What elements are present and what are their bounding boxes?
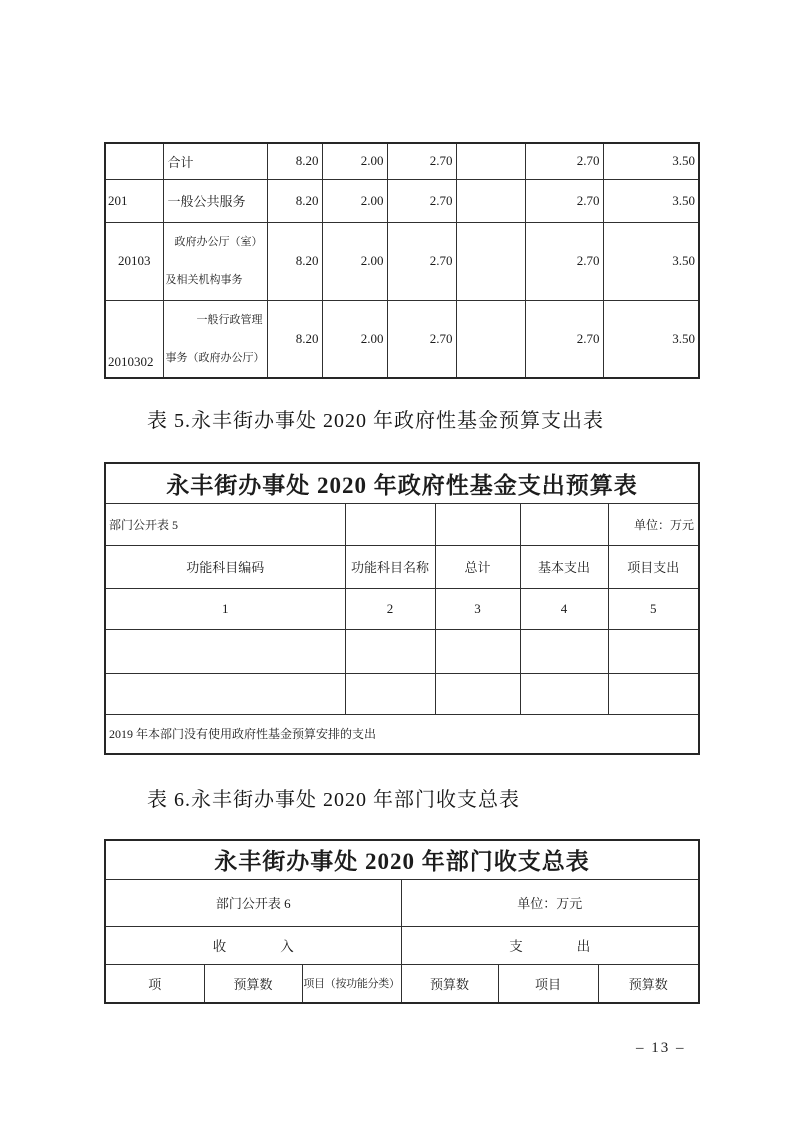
table-row — [105, 673, 699, 714]
value-cell: 2.70 — [525, 179, 603, 222]
column-index-cell: 4 — [520, 588, 608, 629]
meta-left: 部门公开表 5 — [105, 503, 345, 545]
table-row — [105, 222, 699, 300]
name-cell: 合计 — [163, 143, 267, 179]
header-cell: 功能科目名称 — [345, 545, 435, 588]
meta-left: 部门公开表 6 — [105, 879, 401, 926]
header-cell: 项目（按功能分类） — [302, 964, 401, 1003]
header-cell: 基本支出 — [520, 545, 608, 588]
table-row — [105, 926, 699, 964]
column-index-cell: 1 — [105, 588, 345, 629]
value-cell: 8.20 — [267, 222, 322, 300]
empty-cell — [456, 300, 525, 378]
header-cell: 功能科目编码 — [105, 545, 345, 588]
column-index-cell: 2 — [345, 588, 435, 629]
empty-cell — [345, 673, 435, 714]
name-line: 政府办公厅（室） — [174, 236, 263, 248]
table-row — [105, 714, 699, 754]
value-cell: 2.70 — [525, 143, 603, 179]
column-index-cell: 3 — [435, 588, 520, 629]
header-cell: 项目 — [498, 964, 598, 1003]
unit-label: 单位：万元 — [401, 879, 699, 926]
table-row — [105, 588, 699, 629]
header-cell: 项目支出 — [608, 545, 699, 588]
empty-cell — [105, 629, 345, 673]
income-group-header: 收 入 — [105, 926, 401, 964]
code-cell: 20103 — [105, 222, 163, 300]
empty-cell — [456, 143, 525, 179]
table5-caption: 表 5.永丰街办事处 2020 年政府性基金预算支出表 — [147, 410, 604, 432]
table-row — [105, 629, 699, 673]
value-cell: 2.00 — [322, 143, 387, 179]
name-line: 事务（政府办公厅） — [165, 351, 265, 364]
header-cell: 预算数 — [401, 964, 498, 1003]
value-cell: 8.20 — [267, 143, 322, 179]
empty-cell — [435, 673, 520, 714]
name-cell — [163, 300, 267, 378]
empty-cell — [520, 503, 608, 545]
table-row — [105, 964, 699, 1003]
header-cell: 预算数 — [204, 964, 302, 1003]
table-row — [105, 879, 699, 926]
header-cell: 总计 — [435, 545, 520, 588]
value-cell: 2.70 — [525, 222, 603, 300]
value-cell: 3.50 — [603, 300, 699, 378]
value-cell: 2.70 — [525, 300, 603, 378]
name-cell: 一般公共服务 — [163, 179, 267, 222]
empty-cell — [435, 503, 520, 545]
code-cell: 2010302 — [105, 300, 163, 378]
expense-group-header: 支 出 — [401, 926, 699, 964]
empty-cell — [435, 629, 520, 673]
empty-cell — [345, 503, 435, 545]
name-line: 及相关机构事务 — [165, 274, 243, 286]
empty-cell — [608, 629, 699, 673]
empty-cell — [520, 629, 608, 673]
empty-cell — [105, 673, 345, 714]
header-cell: 项 — [105, 964, 204, 1003]
table-row — [105, 463, 699, 503]
table-row — [105, 545, 699, 588]
fund-expense-table — [104, 462, 700, 755]
empty-cell — [345, 629, 435, 673]
value-cell: 3.50 — [603, 143, 699, 179]
name-cell — [163, 222, 267, 300]
table-title: 永丰街办事处 2020 年部门收支总表 — [105, 840, 699, 879]
empty-cell — [520, 673, 608, 714]
income-expense-table — [104, 839, 700, 1004]
value-cell: 2.70 — [387, 179, 456, 222]
budget-table-continued — [104, 142, 700, 379]
value-cell: 2.00 — [322, 300, 387, 378]
table-row — [105, 300, 699, 378]
table-row — [105, 840, 699, 879]
code-cell: 201 — [105, 179, 163, 222]
table-title: 永丰街办事处 2020 年政府性基金支出预算表 — [105, 463, 699, 503]
empty-cell — [456, 222, 525, 300]
value-cell: 2.00 — [322, 222, 387, 300]
empty-cell — [456, 179, 525, 222]
value-cell: 2.70 — [387, 222, 456, 300]
value-cell: 3.50 — [603, 179, 699, 222]
page-number: – 13 – — [636, 1040, 686, 1056]
code-cell — [105, 143, 163, 179]
name-line: 一般行政管理 — [196, 313, 263, 326]
value-cell: 2.70 — [387, 300, 456, 378]
table6-caption: 表 6.永丰街办事处 2020 年部门收支总表 — [147, 789, 520, 811]
column-index-cell: 5 — [608, 588, 699, 629]
unit-label: 单位：万元 — [608, 503, 699, 545]
table-row — [105, 503, 699, 545]
empty-cell — [608, 673, 699, 714]
value-cell: 3.50 — [603, 222, 699, 300]
table-row — [105, 143, 699, 179]
value-cell: 2.70 — [387, 143, 456, 179]
header-cell: 预算数 — [598, 964, 699, 1003]
value-cell: 8.20 — [267, 179, 322, 222]
note-cell: 2019 年本部门没有使用政府性基金预算安排的支出 — [105, 714, 699, 754]
value-cell: 2.00 — [322, 179, 387, 222]
value-cell: 8.20 — [267, 300, 322, 378]
table-row — [105, 179, 699, 222]
